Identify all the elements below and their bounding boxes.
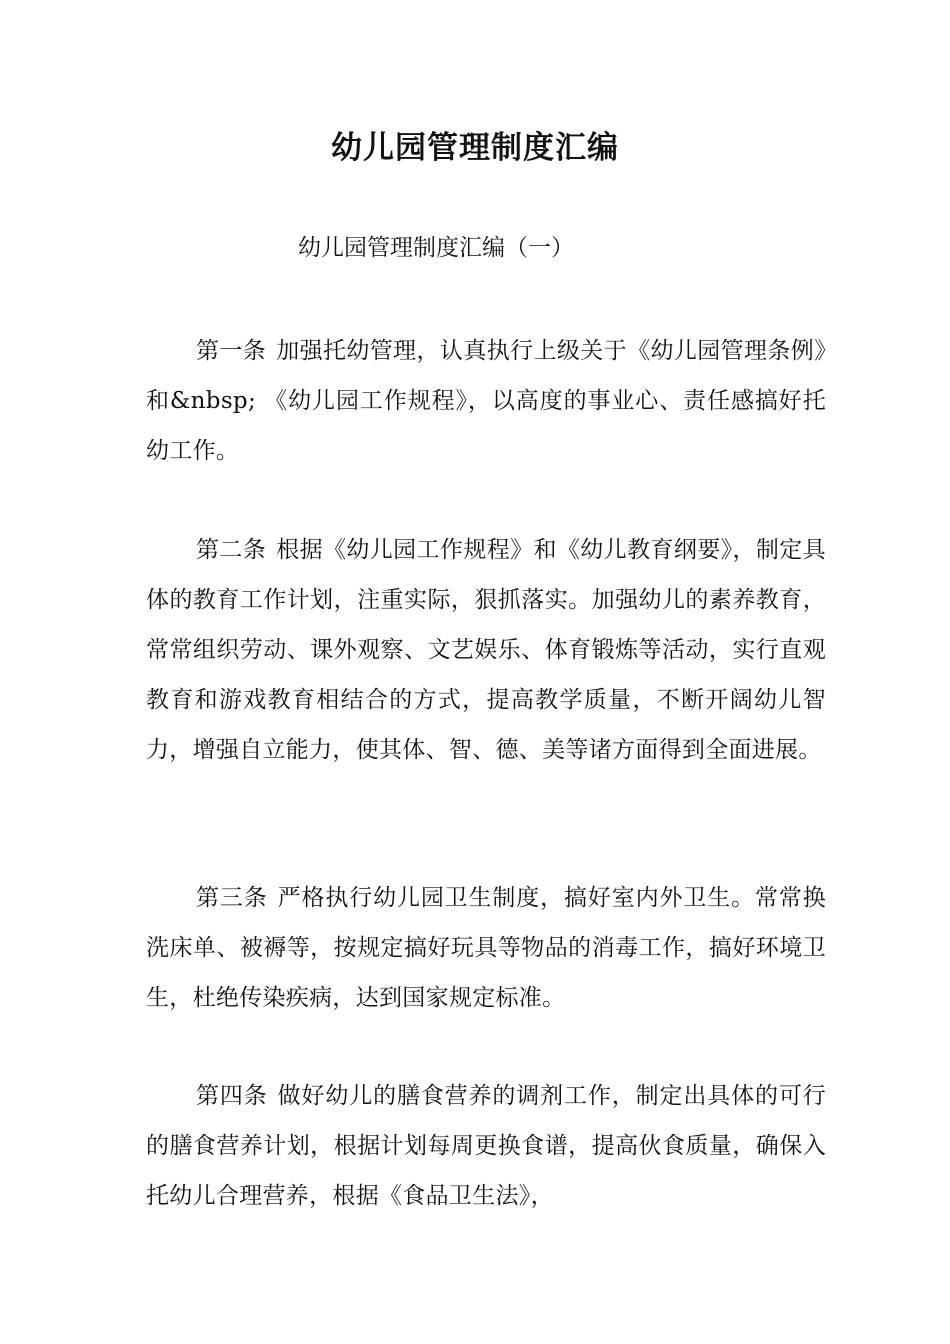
article-label: 第四条 xyxy=(196,1083,268,1109)
document-title: 幼儿园管理制度汇编 xyxy=(331,130,619,166)
article-text: 做好幼儿的膳食营养的调剂工作，制定出具体的可行的膳食营养计划，根据计划每周更换食谱，提高伙食质量，确保入托幼儿合理营养，根据《食品卫生法》， xyxy=(146,1083,826,1209)
article-label: 第一条 xyxy=(196,338,267,364)
document-subtitle: 幼儿园管理制度汇编（一） xyxy=(298,235,574,261)
article-label: 第二条 xyxy=(196,537,267,563)
article-2 xyxy=(146,525,826,775)
article-text: 加强托幼管理，认真执行上级关于《幼儿园管理条例》和&nbsp; 《幼儿园工作规程》，以高度的事业心、责任感搞好托幼工作。 xyxy=(146,338,827,464)
article-label: 第三条 xyxy=(196,885,268,911)
article-4 xyxy=(146,1071,826,1221)
article-3 xyxy=(146,873,826,1023)
article-1 xyxy=(146,326,826,476)
article-text: 严格执行幼儿园卫生制度，搞好室内外卫生。常常换洗床单、被褥等，按规定搞好玩具等物品的消毒工作，搞好环境卫生，杜绝传染疾病，达到国家规定标准。 xyxy=(146,885,826,1011)
article-text: 根据《幼儿园工作规程》和《幼儿教育纲要》，制定具体的教育工作计划，注重实际，狠抓落实。加强幼儿的素养教育，常常组织劳动、课外观察、文艺娱乐、体育锻炼等活动，实行直观教育和游戏教育相结合的方式，提高教学质量，不断开阔幼儿智力，增强自立能力，使其体、智、德、美等诸方面得到全面进展。 xyxy=(146,537,827,763)
